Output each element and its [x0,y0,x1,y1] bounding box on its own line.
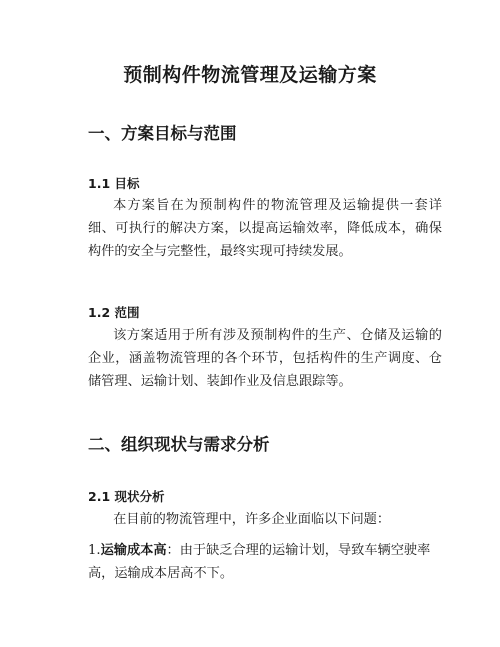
list-item-text: ：由于缺乏合理的运输计划，导致车辆空驶率高，运输成本居高不下。 [88,543,431,581]
paragraph-2-1: 在目前的物流管理中，许多企业面临以下问题： [113,512,391,527]
document-title: 预制构件物流管理及运输方案 [123,64,377,86]
subsection-heading-1-2: 1.2 范围 [88,305,140,320]
list-item [88,539,448,585]
subsection-heading-2-1: 2.1 现状分析 [88,489,165,504]
list-item-label: 运输成本高 [100,543,167,558]
subsection-heading-1-1: 1.1 目标 [88,176,140,191]
section-heading-1: 一、方案目标与范围 [88,124,237,143]
list-item-number: 1. [88,543,101,558]
section-heading-2: 二、组织现状与需求分析 [88,435,270,454]
paragraph-1-1: 本方案旨在为预制构件的物流管理及运输提供一套详细、可执行的解决方案，以提高运输效率，降低成本，确保构件的安全与完整性，最终实现可持续发展。 [88,198,442,259]
paragraph-1-2: 该方案适用于所有涉及预制构件的生产、仓储及运输的企业，涵盖物流管理的各个环节，包括构件的生产调度、仓储管理、运输计划、装卸作业及信息跟踪等。 [88,328,442,389]
